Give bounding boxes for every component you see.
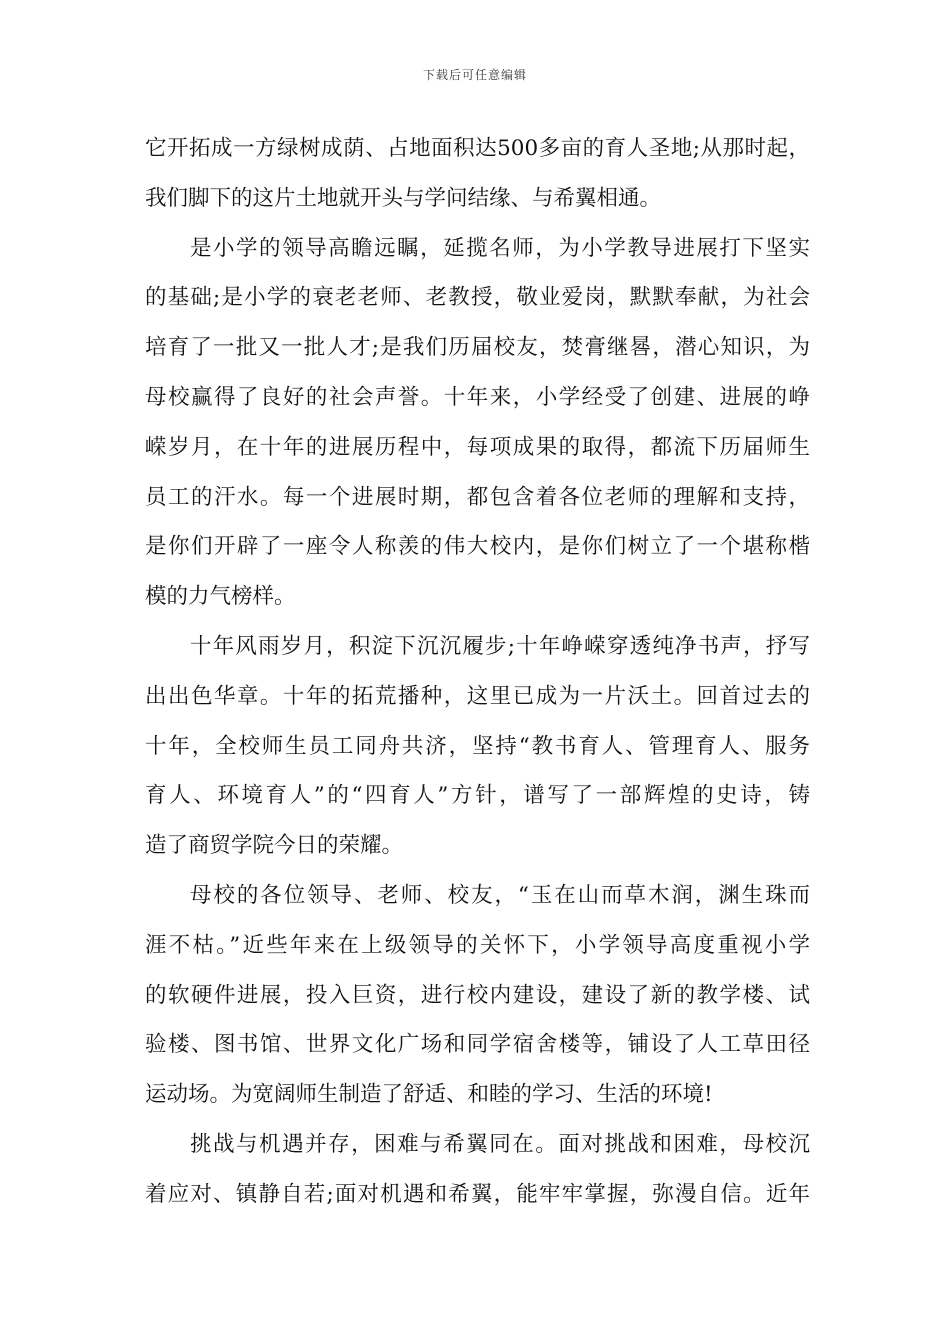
text-line: 是你们开辟了一座令人称羡的伟大校内，是你们树立了一个堪称楷	[145, 534, 810, 560]
document-body	[145, 129, 810, 1225]
text-line: 出出色华章。十年的拓荒播种，这里已成为一片沃土。回首过去的	[145, 683, 810, 709]
text-line: 运动场。为宽阔师生制造了舒适、和睦的学习、生活的环境!	[145, 1082, 713, 1108]
text-line: 它开拓成一方绿树成荫、占地面积达500多亩的育人圣地;从那时起，	[145, 136, 810, 161]
text-line: 涯不枯。”近些年来在上级领导的关怀下，小学领导高度重视小学	[145, 932, 810, 958]
paragraph	[145, 627, 810, 876]
text-line: 十年，全校师生员工同舟共济，坚持“教书育人、管理育人、服务	[145, 733, 810, 759]
paragraph	[145, 129, 810, 229]
text-line: 十年风雨岁月，积淀下沉沉履步;十年峥嵘穿透纯净书声，抒写	[190, 633, 810, 659]
text-line: 母校的各位领导、老师、校友，“玉在山而草木润，渊生珠而	[190, 882, 810, 908]
paragraph	[145, 876, 810, 1125]
text-line: 嵘岁月，在十年的进展历程中，每项成果的取得，都流下历届师生	[145, 434, 810, 460]
page-header-note: 下载后可任意编辑	[422, 68, 527, 82]
text-line: 造了商贸学院今日的荣耀。	[145, 833, 404, 859]
text-line: 着应对、镇静自若;面对机遇和希翼，能牢牢掌握，弥漫自信。近年	[145, 1181, 810, 1207]
paragraph	[145, 1125, 810, 1225]
text-line: 培育了一批又一批人才;是我们历届校友，焚膏继晷，潜心知识，为	[145, 335, 810, 361]
text-line: 我们脚下的这片土地就开头与学问结缘、与希翼相通。	[145, 185, 662, 211]
text-line: 是小学的领导高瞻远瞩，延揽名师，为小学教导进展打下坚实	[190, 235, 810, 261]
text-line: 模的力气榜样。	[145, 584, 296, 610]
text-line: 挑战与机遇并存，困难与希翼同在。面对挑战和困难，母校沉	[190, 1131, 810, 1157]
text-line: 的软硬件进展，投入巨资，进行校内建设，建设了新的教学楼、试	[145, 982, 810, 1008]
text-line: 的基础;是小学的衰老老师、老教授，敬业爱岗，默默奉献，为社会	[145, 285, 810, 311]
text-line: 母校赢得了良好的社会声誉。十年来，小学经受了创建、进展的峥	[145, 384, 810, 410]
text-line: 育人、环境育人”的“四育人”方针，谱写了一部辉煌的史诗，铸	[145, 783, 810, 809]
paragraph	[145, 229, 810, 627]
text-line: 验楼、图书馆、世界文化广场和同学宿舍楼等，铺设了人工草田径	[145, 1032, 810, 1058]
text-line: 员工的汗水。每一个进展时期，都包含着各位老师的理解和支持，	[145, 484, 810, 510]
